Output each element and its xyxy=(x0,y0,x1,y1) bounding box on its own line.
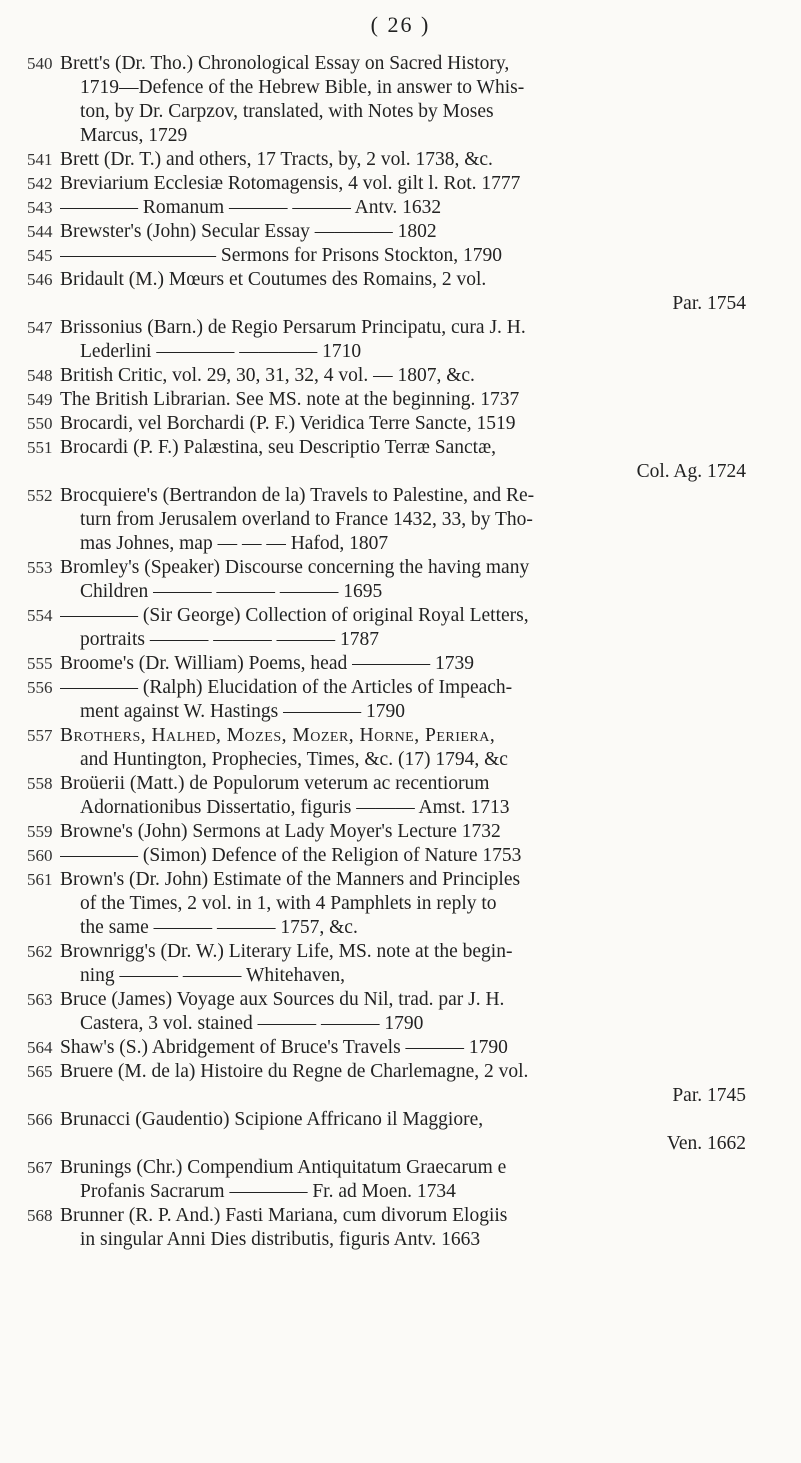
entry-number: 558 xyxy=(27,774,53,793)
catalogue-entry xyxy=(27,196,760,220)
entry-line: The British Librarian. See MS. note at the beginning. 1737 xyxy=(60,389,520,410)
entry-number: 540 xyxy=(27,54,53,73)
entry-line: Brunner (R. P. And.) Fasti Mariana, cum divorum Elogiis xyxy=(60,1205,508,1226)
catalogue-entry xyxy=(27,364,760,388)
entry-line: Brewster's (John) Secular Essay ———— 1802 xyxy=(60,221,437,242)
entry-number: 544 xyxy=(27,222,53,241)
catalogue-entry xyxy=(27,484,760,556)
entry-line: ———— (Sir George) Collection of original Royal Letters, xyxy=(60,605,529,626)
entry-number: 565 xyxy=(27,1062,53,1081)
entry-line: of the Times, 2 vol. in 1, with 4 Pamphlets in reply to xyxy=(80,893,497,914)
entry-line: Broome's (Dr. William) Poems, head ———— 1739 xyxy=(60,653,474,674)
page-number: ( 26 ) xyxy=(370,12,431,37)
entry-line: ———— (Simon) Defence of the Religion of Nature 1753 xyxy=(60,845,522,866)
entry-line: Ven. 1662 xyxy=(666,1133,746,1154)
entry-number: 563 xyxy=(27,990,53,1009)
entry-line: Lederlini ———— ———— 1710 xyxy=(80,341,362,362)
entry-line: portraits ——— ——— ——— 1787 xyxy=(80,629,379,650)
catalogue-entry xyxy=(27,820,760,844)
entry-number: 543 xyxy=(27,198,53,217)
entry-number: 545 xyxy=(27,246,53,265)
entry-line: Browne's (John) Sermons at Lady Moyer's Lecture 1732 xyxy=(60,821,501,842)
catalogue-entry xyxy=(27,412,760,436)
catalogue-entry xyxy=(27,316,760,364)
entry-line: Par. 1754 xyxy=(672,293,746,314)
catalogue-entry xyxy=(27,844,760,868)
entry-number: 552 xyxy=(27,486,53,505)
catalogue-entry xyxy=(27,652,760,676)
entry-number: 568 xyxy=(27,1206,53,1225)
catalogue-entry xyxy=(27,52,760,148)
entry-line: and Huntington, Prophecies, Times, &c. (17) 1794, &c xyxy=(80,749,508,770)
entry-number: 550 xyxy=(27,414,53,433)
catalogue-entry xyxy=(27,940,760,988)
catalogue-entry xyxy=(27,1036,760,1060)
catalogue-entry xyxy=(27,1060,760,1108)
entry-number: 567 xyxy=(27,1158,53,1177)
catalogue-entry xyxy=(27,388,760,412)
entry-line: Bruere (M. de la) Histoire du Regne de Charlemagne, 2 vol. xyxy=(60,1061,529,1082)
entry-line: Marcus, 1729 xyxy=(80,125,188,146)
catalogue-entry xyxy=(27,988,760,1036)
entry-number: 546 xyxy=(27,270,53,289)
entry-line: ———— (Ralph) Elucidation of the Articles of Impeach- xyxy=(60,677,513,698)
catalogue-entry xyxy=(27,1156,760,1204)
entry-line: mas Johnes, map — — — Hafod, 1807 xyxy=(80,533,389,554)
entry-line: Bridault (M.) Mœurs et Coutumes des Romains, 2 vol. xyxy=(60,269,487,290)
entry-number: 566 xyxy=(27,1110,53,1129)
entry-line: ———————— Sermons for Prisons Stockton, 1790 xyxy=(60,245,503,266)
catalogue-entry xyxy=(27,868,760,940)
entry-line: Bromley's (Speaker) Discourse concerning the having many xyxy=(60,557,530,578)
entry-line: Brocardi (P. F.) Palæstina, seu Descriptio Terræ Sanctæ, xyxy=(60,437,496,458)
entry-number: 562 xyxy=(27,942,53,961)
catalogue-entry xyxy=(27,604,760,652)
entry-number: 561 xyxy=(27,870,53,889)
entry-number: 557 xyxy=(27,726,53,745)
entry-number: 551 xyxy=(27,438,53,457)
entry-line: Profanis Sacrarum ———— Fr. ad Moen. 1734 xyxy=(80,1181,456,1202)
entry-line: Adornationibus Dissertatio, figuris ——— Amst. 1713 xyxy=(80,797,510,818)
entry-line: Brett's (Dr. Tho.) Chronological Essay on Sacred History, xyxy=(60,53,510,74)
entry-line: ment against W. Hastings ———— 1790 xyxy=(80,701,405,722)
catalogue-entry xyxy=(27,676,760,724)
catalogue-entry xyxy=(27,172,760,196)
entry-line: Broüerii (Matt.) de Populorum veterum ac recentiorum xyxy=(60,773,490,794)
catalogue-entry xyxy=(27,772,760,820)
entry-number: 564 xyxy=(27,1038,53,1057)
entry-number: 548 xyxy=(27,366,53,385)
catalogue-entry xyxy=(27,1204,760,1252)
entry-line: Brissonius (Barn.) de Regio Persarum Principatu, cura J. H. xyxy=(60,317,526,338)
entry-line: the same ——— ——— 1757, &c. xyxy=(80,917,358,938)
catalogue-entry xyxy=(27,1108,760,1156)
entry-line: ton, by Dr. Carpzov, translated, with Notes by Moses xyxy=(80,101,494,122)
entry-number: 556 xyxy=(27,678,53,697)
entry-number: 549 xyxy=(27,390,53,409)
entry-line: 1719—Defence of the Hebrew Bible, in answer to Whis- xyxy=(80,77,525,98)
entry-number: 560 xyxy=(27,846,53,865)
entry-number: 547 xyxy=(27,318,53,337)
entry-line: Brocquiere's (Bertrandon de la) Travels to Palestine, and Re- xyxy=(60,485,535,506)
entry-number: 542 xyxy=(27,174,53,193)
entry-line: Brownrigg's (Dr. W.) Literary Life, MS. note at the begin- xyxy=(60,941,513,962)
entry-line: Brocardi, vel Borchardi (P. F.) Veridica Terre Sancte, 1519 xyxy=(60,413,516,434)
entry-line: ning ——— ——— Whitehaven, xyxy=(80,965,346,986)
entry-list xyxy=(0,52,801,1252)
entry-number: 559 xyxy=(27,822,53,841)
entry-line: British Critic, vol. 29, 30, 31, 32, 4 vol. — 1807, &c. xyxy=(60,365,475,386)
entry-line: Bruce (James) Voyage aux Sources du Nil, trad. par J. H. xyxy=(60,989,505,1010)
entry-number: 555 xyxy=(27,654,53,673)
entry-line: Brunacci (Gaudentio) Scipione Affricano il Maggiore, xyxy=(60,1109,484,1130)
catalogue-entry xyxy=(27,436,760,484)
entry-line: ———— Romanum ——— ——— Antv. 1632 xyxy=(60,197,442,218)
entry-line: in singular Anni Dies distributis, figuris Antv. 1663 xyxy=(80,1229,481,1250)
entry-line: Brown's (Dr. John) Estimate of the Manners and Principles xyxy=(60,869,521,890)
entry-line: Brothers, Halhed, Mozes, Mozer, Horne, Periera, xyxy=(60,725,496,746)
entry-line: Children ——— ——— ——— 1695 xyxy=(80,581,383,602)
catalogue-entry xyxy=(27,148,760,172)
entry-line: Breviarium Ecclesiæ Rotomagensis, 4 vol. gilt l. Rot. 1777 xyxy=(60,173,521,194)
catalogue-entry xyxy=(27,220,760,244)
entry-line: Col. Ag. 1724 xyxy=(636,461,746,482)
entry-line: Par. 1745 xyxy=(672,1085,746,1106)
catalogue-entry xyxy=(27,724,760,772)
entry-line: Brunings (Chr.) Compendium Antiquitatum Graecarum e xyxy=(60,1157,507,1178)
entry-number: 553 xyxy=(27,558,53,577)
entry-line: Brett (Dr. T.) and others, 17 Tracts, by, 2 vol. 1738, &c. xyxy=(60,149,493,170)
catalogue-entry xyxy=(27,556,760,604)
catalogue-entry xyxy=(27,244,760,268)
entry-line: Shaw's (S.) Abridgement of Bruce's Travels ——— 1790 xyxy=(60,1037,508,1058)
entry-line: turn from Jerusalem overland to France 1432, 33, by Tho- xyxy=(80,509,533,530)
entry-number: 554 xyxy=(27,606,53,625)
catalogue-entry xyxy=(27,268,760,316)
entry-number: 541 xyxy=(27,150,53,169)
entry-line: Castera, 3 vol. stained ——— ——— 1790 xyxy=(80,1013,424,1034)
